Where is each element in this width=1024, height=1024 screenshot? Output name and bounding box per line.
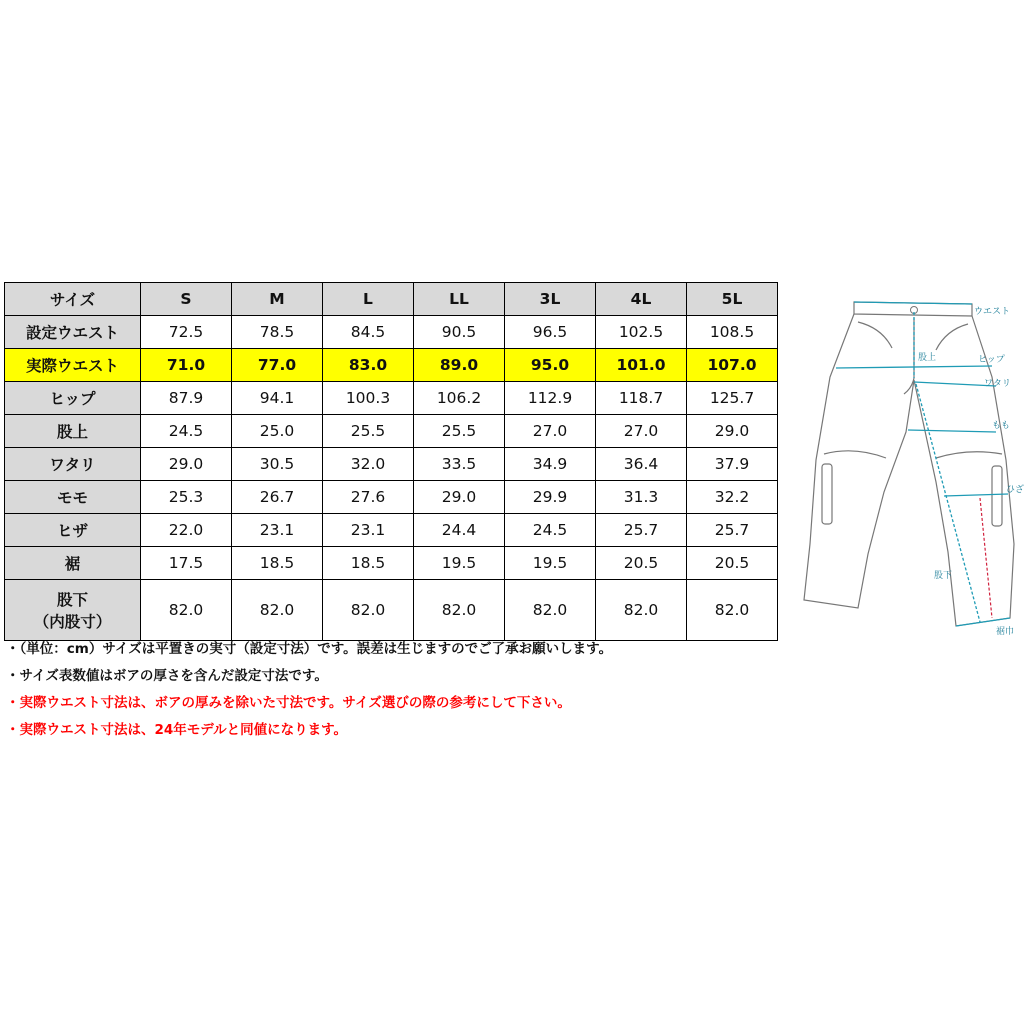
size-row xyxy=(5,580,778,641)
value-cell: 87.9 xyxy=(141,382,232,415)
value-cell: 32.0 xyxy=(323,448,414,481)
value-cell: 27.0 xyxy=(505,415,596,448)
value-cell: 77.0 xyxy=(232,349,323,382)
size-row xyxy=(5,382,778,415)
row-label: 股上 xyxy=(56,423,88,441)
pants-left-leg xyxy=(804,314,914,608)
value-cell: 23.1 xyxy=(323,514,414,547)
label-hip: ヒップ xyxy=(978,355,1005,365)
actual-waist-row xyxy=(5,349,778,382)
value-cell: 84.5 xyxy=(323,316,414,349)
header-label-cell: サイズ xyxy=(5,283,141,316)
notes-section xyxy=(6,636,766,744)
row-label-cell xyxy=(5,580,141,641)
row-label-cell xyxy=(5,415,141,448)
value-cell: 107.0 xyxy=(687,349,778,382)
size-header-cell: L xyxy=(323,283,414,316)
row-label-cell xyxy=(5,514,141,547)
value-cell: 96.5 xyxy=(505,316,596,349)
size-row xyxy=(5,547,778,580)
value-cell: 82.0 xyxy=(232,580,323,641)
pants-pad-right xyxy=(992,466,1002,526)
momo-line xyxy=(908,430,996,432)
note-line: ・（単位：cm）サイズは平置きの実寸（設定寸法）です。誤差は生じますのでご了承お願いします。 xyxy=(6,641,613,657)
size-header-cell: LL xyxy=(414,283,505,316)
row-label-cell xyxy=(5,382,141,415)
value-cell: 83.0 xyxy=(323,349,414,382)
value-cell: 25.5 xyxy=(323,415,414,448)
row-label-cell xyxy=(5,349,141,382)
row-label-cell xyxy=(5,481,141,514)
measure-red-line xyxy=(980,498,992,618)
size-table xyxy=(4,282,778,641)
value-cell: 101.0 xyxy=(596,349,687,382)
value-cell: 89.0 xyxy=(414,349,505,382)
value-cell: 32.2 xyxy=(687,481,778,514)
value-cell: 102.5 xyxy=(596,316,687,349)
note-line: ・実際ウエスト寸法は、24年モデルと同値になります。 xyxy=(6,722,348,738)
row-label-cell xyxy=(5,448,141,481)
value-cell: 37.9 xyxy=(687,448,778,481)
size-row xyxy=(5,448,778,481)
pants-fly xyxy=(904,318,914,394)
size-row xyxy=(5,415,778,448)
row-label: ヒザ xyxy=(56,522,88,540)
waist-line xyxy=(854,302,972,304)
value-cell: 36.4 xyxy=(596,448,687,481)
row-label-cell xyxy=(5,547,141,580)
value-cell: 71.0 xyxy=(141,349,232,382)
value-cell: 33.5 xyxy=(414,448,505,481)
value-cell: 22.0 xyxy=(141,514,232,547)
value-cell: 29.0 xyxy=(687,415,778,448)
note-line: ・サイズ表数値はボアの厚さを含んだ設定寸法です。 xyxy=(6,668,328,684)
value-cell: 18.5 xyxy=(232,547,323,580)
row-label: 設定ウエスト xyxy=(25,324,119,342)
value-cell: 25.7 xyxy=(596,514,687,547)
row-label: 裾 xyxy=(64,555,81,573)
value-cell: 18.5 xyxy=(323,547,414,580)
knee-line xyxy=(944,494,1008,496)
hem-line xyxy=(956,618,1010,626)
value-cell: 82.0 xyxy=(596,580,687,641)
value-cell: 19.5 xyxy=(505,547,596,580)
size-header-cell: 3L xyxy=(505,283,596,316)
value-cell: 82.0 xyxy=(505,580,596,641)
value-cell: 25.5 xyxy=(414,415,505,448)
value-cell: 27.6 xyxy=(323,481,414,514)
row-label: 実際ウエスト xyxy=(25,357,119,375)
label-rise: 股上 xyxy=(918,353,937,363)
note-line: ・実際ウエスト寸法は、ボアの厚みを除いた寸法です。サイズ選びの際の参考にして下さい。 xyxy=(6,695,571,711)
size-row xyxy=(5,514,778,547)
pants-knee-right xyxy=(936,452,1002,458)
row-label: モモ xyxy=(56,489,88,507)
value-cell: 112.9 xyxy=(505,382,596,415)
value-cell: 29.0 xyxy=(141,448,232,481)
value-cell: 95.0 xyxy=(505,349,596,382)
value-cell: 125.7 xyxy=(687,382,778,415)
inseam-line xyxy=(916,384,980,622)
row-label: 股下 xyxy=(56,591,88,609)
label-inseam: 股下 xyxy=(934,571,953,581)
pants-pocket-left xyxy=(858,322,892,348)
value-cell: 23.1 xyxy=(232,514,323,547)
value-cell: 24.4 xyxy=(414,514,505,547)
pants-measurement-diagram xyxy=(796,282,1024,638)
value-cell: 29.0 xyxy=(414,481,505,514)
value-cell: 82.0 xyxy=(323,580,414,641)
value-cell: 100.3 xyxy=(323,382,414,415)
value-cell: 82.0 xyxy=(141,580,232,641)
pants-knee-left xyxy=(824,451,886,458)
label-knee: ひざ xyxy=(1006,485,1024,495)
value-cell: 29.9 xyxy=(505,481,596,514)
value-cell: 24.5 xyxy=(141,415,232,448)
value-cell: 31.3 xyxy=(596,481,687,514)
value-cell: 17.5 xyxy=(141,547,232,580)
pants-pocket-right xyxy=(936,324,968,350)
value-cell: 25.0 xyxy=(232,415,323,448)
value-cell: 94.1 xyxy=(232,382,323,415)
value-cell: 24.5 xyxy=(505,514,596,547)
row-label: ヒップ xyxy=(49,390,96,408)
label-hem: 裾巾 xyxy=(996,627,1015,637)
row-label-sub: （内股寸） xyxy=(33,613,112,631)
value-cell: 20.5 xyxy=(687,547,778,580)
size-row xyxy=(5,481,778,514)
value-cell: 78.5 xyxy=(232,316,323,349)
value-cell: 90.5 xyxy=(414,316,505,349)
value-cell: 82.0 xyxy=(414,580,505,641)
label-momo: もも xyxy=(992,421,1011,431)
value-cell: 34.9 xyxy=(505,448,596,481)
value-cell: 106.2 xyxy=(414,382,505,415)
size-header-cell: 4L xyxy=(596,283,687,316)
value-cell: 26.7 xyxy=(232,481,323,514)
size-row xyxy=(5,316,778,349)
value-cell: 82.0 xyxy=(687,580,778,641)
value-cell: 118.7 xyxy=(596,382,687,415)
value-cell: 25.7 xyxy=(687,514,778,547)
size-header-cell: S xyxy=(141,283,232,316)
row-label: ワタリ xyxy=(49,456,96,474)
size-header-row xyxy=(5,283,778,316)
value-cell: 19.5 xyxy=(414,547,505,580)
value-cell: 20.5 xyxy=(596,547,687,580)
row-label-cell xyxy=(5,316,141,349)
value-cell: 108.5 xyxy=(687,316,778,349)
pants-pad-left xyxy=(822,464,832,524)
size-header-cell: M xyxy=(232,283,323,316)
size-header-cell: 5L xyxy=(687,283,778,316)
value-cell: 25.3 xyxy=(141,481,232,514)
label-waist: ウエスト xyxy=(974,307,1011,317)
value-cell: 27.0 xyxy=(596,415,687,448)
value-cell: 30.5 xyxy=(232,448,323,481)
label-thigh: ワタリ xyxy=(984,379,1011,389)
value-cell: 72.5 xyxy=(141,316,232,349)
